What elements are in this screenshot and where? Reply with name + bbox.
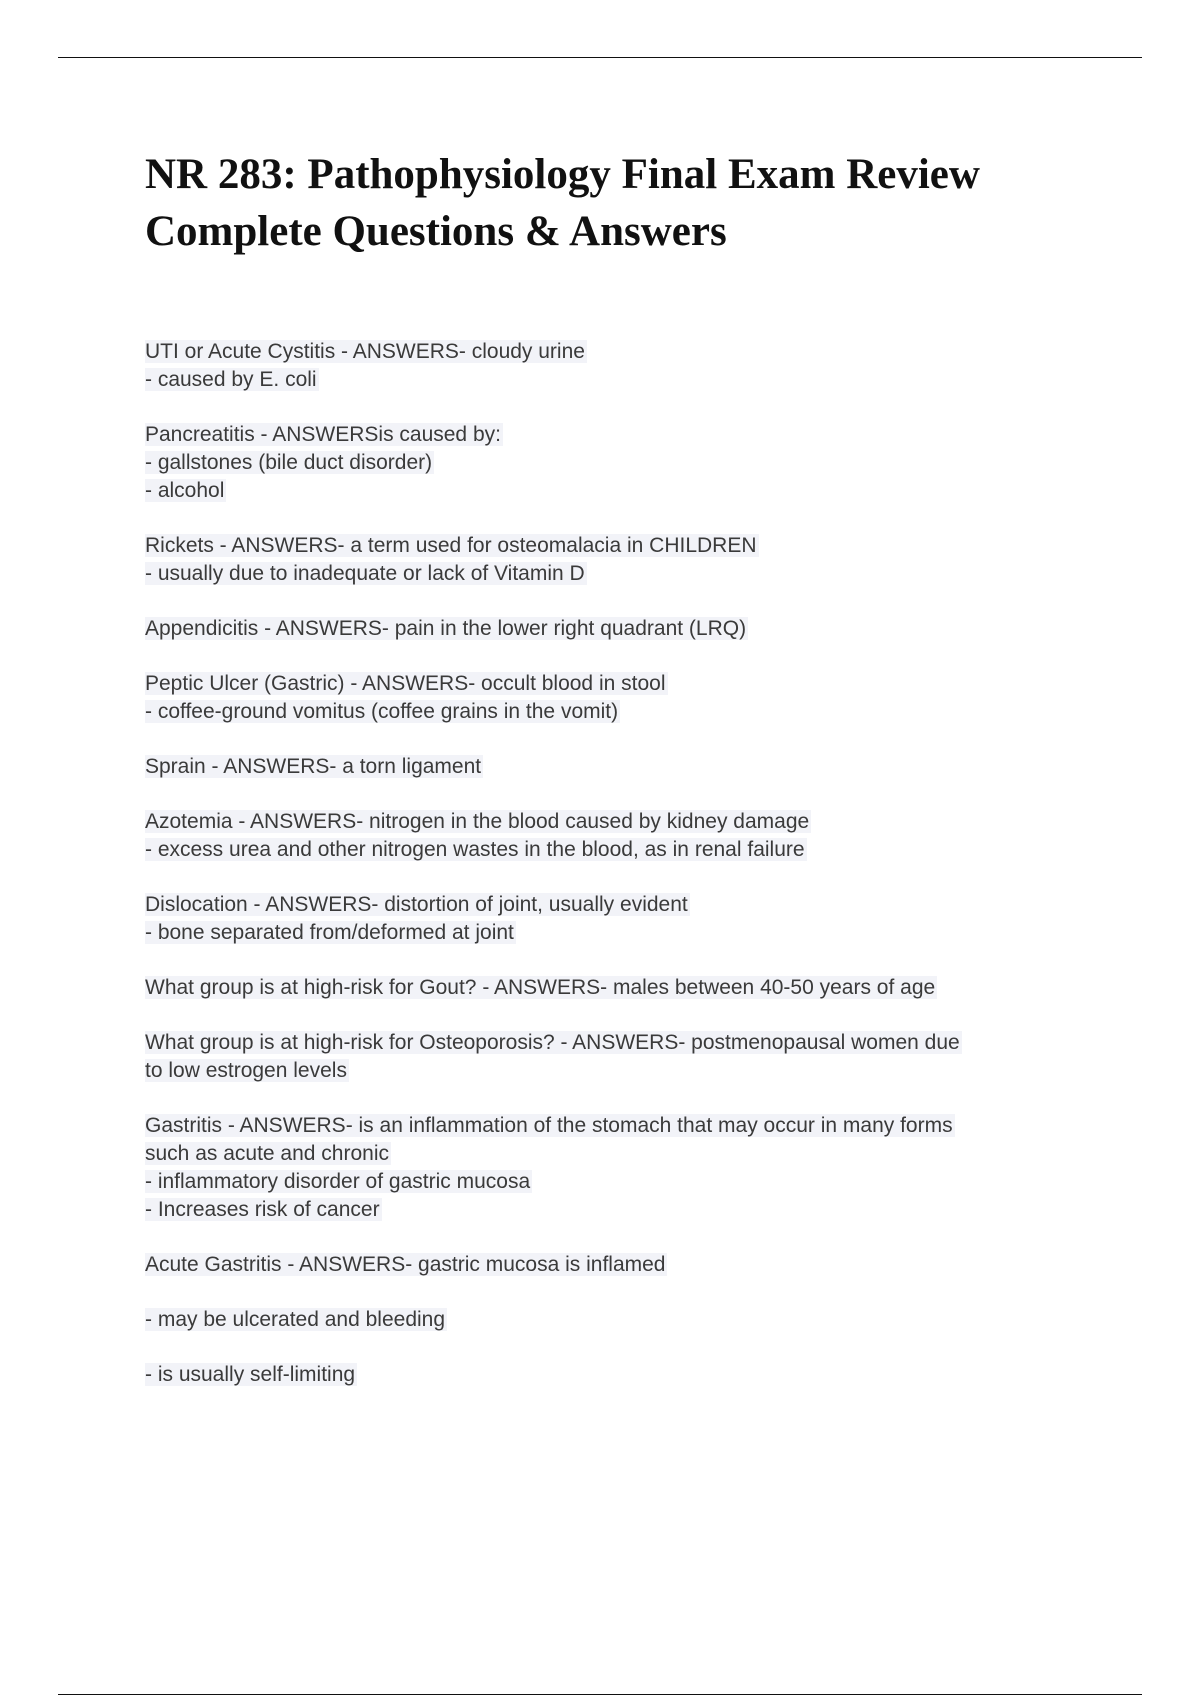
qa-entry-line (145, 366, 1105, 394)
qa-entry-text: Sprain - ANSWERS- a torn ligament (145, 755, 482, 778)
qa-entry-line (145, 338, 1105, 366)
qa-entry-line (145, 1251, 1105, 1279)
title-line: NR 283: Pathophysiology Final Exam Review (145, 151, 980, 198)
qa-entry-line (145, 974, 1105, 1002)
qa-entry (145, 670, 1105, 726)
title-line: Complete Questions & Answers (145, 208, 727, 255)
qa-entry-text: - coffee-ground vomitus (coffee grains in the vomit) (145, 700, 619, 723)
qa-entry (145, 891, 1105, 947)
qa-entry-line (145, 449, 1105, 477)
qa-entry (145, 1029, 1105, 1085)
qa-entry-line (145, 753, 1105, 781)
qa-entry-line (145, 477, 1105, 505)
qa-entry-text: - is usually self-limiting (145, 1363, 356, 1386)
qa-entry-text: What group is at high-risk for Osteoporosis? - ANSWERS- postmenopausal women due (145, 1031, 960, 1054)
page-title (145, 146, 1145, 260)
qa-entry-text: - gallstones (bile duct disorder) (145, 451, 433, 474)
qa-entry-text: Pancreatitis - ANSWERSis caused by: (145, 423, 501, 446)
qa-entry (145, 1251, 1105, 1279)
qa-entry-text: - may be ulcerated and bleeding (145, 1308, 446, 1331)
qa-entry (145, 1361, 1105, 1389)
qa-entry-text: - usually due to inadequate or lack of Vitamin D (145, 562, 585, 585)
qa-entry-line (145, 1361, 1105, 1389)
qa-entry-line (145, 615, 1105, 643)
qa-entry-line (145, 1112, 1105, 1140)
qa-entry-line (145, 421, 1105, 449)
qa-entry-text: Dislocation - ANSWERS- distortion of joint, usually evident (145, 893, 688, 916)
qa-entry (145, 615, 1105, 643)
qa-entry-line (145, 1196, 1105, 1224)
qa-entry-line (145, 836, 1105, 864)
qa-entry-text: - bone separated from/deformed at joint (145, 921, 514, 944)
qa-entry-text: What group is at high-risk for Gout? - ANSWERS- males between 40-50 years of age (145, 976, 936, 999)
qa-entry (145, 421, 1105, 505)
qa-entry-text: Azotemia - ANSWERS- nitrogen in the blood caused by kidney damage (145, 810, 810, 833)
qa-entry (145, 1306, 1105, 1334)
qa-entry-line (145, 560, 1105, 588)
qa-entry-text: - excess urea and other nitrogen wastes in the blood, as in renal failure (145, 838, 805, 861)
qa-entry-text: Rickets - ANSWERS- a term used for osteomalacia in CHILDREN (145, 534, 757, 557)
qa-entry-text: Acute Gastritis - ANSWERS- gastric mucosa is inflamed (145, 1253, 666, 1276)
qa-entry (145, 974, 1105, 1002)
qa-entry (145, 753, 1105, 781)
qa-entry-line (145, 1029, 1105, 1057)
qa-entry-line (145, 1140, 1105, 1168)
qa-entry-text: Appendicitis - ANSWERS- pain in the lower right quadrant (LRQ) (145, 617, 747, 640)
qa-list (145, 338, 1105, 1416)
footer-rule (58, 1694, 1142, 1695)
qa-entry-line (145, 532, 1105, 560)
qa-entry-line (145, 698, 1105, 726)
qa-entry-text: Peptic Ulcer (Gastric) - ANSWERS- occult blood in stool (145, 672, 666, 695)
qa-entry (145, 338, 1105, 394)
qa-entry-text: Gastritis - ANSWERS- is an inflammation of the stomach that may occur in many forms (145, 1114, 953, 1137)
qa-entry-line (145, 891, 1105, 919)
qa-entry-line (145, 1057, 1105, 1085)
qa-entry-line (145, 919, 1105, 947)
qa-entry-text: to low estrogen levels (145, 1059, 347, 1082)
qa-entry (145, 532, 1105, 588)
header-rule (58, 57, 1142, 58)
qa-entry-text: - caused by E. coli (145, 368, 317, 391)
qa-entry-text: UTI or Acute Cystitis - ANSWERS- cloudy urine (145, 340, 585, 363)
qa-entry-text: - alcohol (145, 479, 225, 502)
qa-entry-line (145, 1168, 1105, 1196)
qa-entry-line (145, 1306, 1105, 1334)
qa-entry-text: - Increases risk of cancer (145, 1198, 380, 1221)
qa-entry-line (145, 808, 1105, 836)
qa-entry-line (145, 670, 1105, 698)
qa-entry-text: - inflammatory disorder of gastric mucosa (145, 1170, 531, 1193)
qa-entry (145, 808, 1105, 864)
qa-entry (145, 1112, 1105, 1224)
qa-entry-text: such as acute and chronic (145, 1142, 389, 1165)
